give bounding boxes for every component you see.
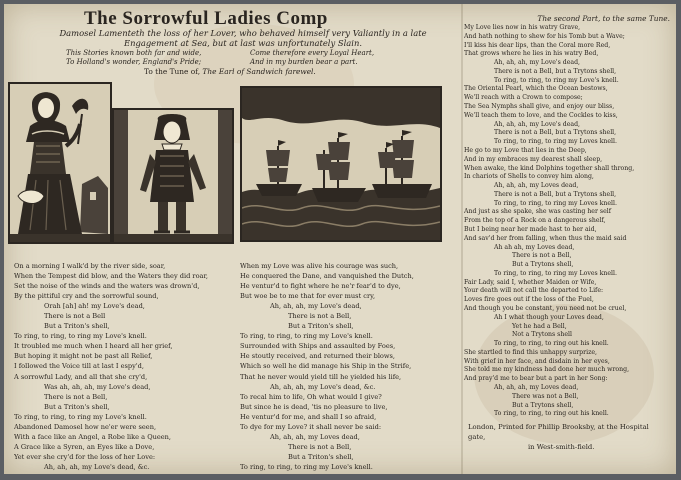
verse-line: Yet he had a Bell, (512, 322, 567, 330)
verse-line: But I being near her made hast to her aid, (464, 225, 597, 233)
verse-line: I followed the Voice till at last I espy'd, (14, 362, 144, 371)
verse-line: Abandoned Damosel how ne'er were seen, (14, 422, 157, 431)
verse-line: Ah, ah, ah, my Love's dead, (494, 120, 581, 128)
verse-line: Orah [ah] ah! my Love's dead, (44, 302, 145, 311)
verse-line: By the pittiful cry and the sorrowful sound, (14, 292, 159, 301)
woodcut-lady (8, 82, 112, 244)
verse-line: There is not a Bell, (44, 392, 108, 401)
verse-line: And in my burden bear a part. (250, 57, 358, 66)
verse-line: Come therefore every Loyal Heart, (250, 49, 375, 57)
verse-line: Was ah, ah, ah, my Love's dead, (44, 382, 151, 391)
printer-imprint (468, 422, 668, 452)
verse-line: Surrounded with Ships and assaulted by Foes, (240, 342, 396, 351)
verse-line: He go to my Love that lies in the Deep, (464, 146, 587, 154)
verse-line: But a Triton's shell, (44, 402, 110, 411)
verse-line: He ventur'd to fight where he ne'r fear'd to dye, (240, 282, 401, 291)
verse-left (66, 49, 206, 66)
verse-line: The Sea Nymphs shall give, and enjoy our bliss, (464, 103, 615, 111)
verse-line: And sav'd her from falling, when thus the maid said (464, 234, 627, 242)
woodcut-sea-battle (240, 86, 442, 242)
ballad-column-3 (464, 24, 672, 419)
verse-line: Ah, ah, ah, my Love's dead, (270, 302, 362, 311)
verse-line: With grief in her face, and disdain in her eyes, (464, 357, 610, 365)
second-part-heading: The second Part, to the same Tune. (537, 14, 670, 23)
verse-line: But a Trytons shell, (512, 401, 574, 409)
tune-prefix: To the Tune of, (144, 67, 201, 76)
tune-name: The Earl of Sandwich farewel. (202, 67, 316, 76)
verse-line: On a morning I walk'd by the river side, soar, (14, 262, 166, 270)
verse-line: But a Triton's shell, (288, 452, 354, 461)
verse-line: But a Triton's shell, (288, 322, 354, 331)
verse-line: And hath nothing to shew for his Tomb but a Wave; (464, 32, 625, 40)
verse-line: And just as she spake, she was casting her self (464, 208, 612, 216)
verse-line: Ah, ah, ah, my Love's dead, (494, 59, 581, 67)
verse-line: It troubled me much when I heard all her grief, (14, 342, 173, 351)
verse-line: Yet ever she cry'd for the loss of her Love: (14, 452, 156, 461)
verse-line: To ring, to ring, to ring my Loves knell. (494, 269, 617, 277)
verse-line: A Grace like a Syren, an Eyes like a Dove, (14, 442, 155, 451)
verse-line: The Oriental Pearl, which the Ocean bestows, (464, 85, 608, 93)
verse-line: I'll kiss his dear lips, than the Coral more Red, (464, 41, 611, 49)
verse-line: To ring, to ring, to ring my Love's knell. (240, 332, 373, 341)
verse-line: But a Trytons shell, (512, 261, 574, 269)
verse-line: That grows where he lies in his watry Bed, (464, 50, 599, 58)
verse-line: Ah ah ah, my Loves dead, (494, 243, 575, 251)
verse-line: To ring, to ring, to ring out his knell. (494, 340, 609, 348)
woodcut-gentleman (112, 108, 234, 244)
verse-line: This Stories known both far and wide, (66, 49, 202, 57)
verse-line: Your death will not call the departed to Life: (464, 287, 604, 295)
verse-line: Ah, ah, ah, my Love's dead, &c. (44, 462, 150, 471)
verse-line: She startled to find this unhappy surprize, (464, 348, 597, 356)
verse-line: There is not a Bell, (512, 252, 572, 260)
verse-line: Loves fire goes out if the loss of the Fuel, (464, 296, 594, 304)
verse-line: She told me my kindness had done her much wrong, (464, 366, 630, 374)
verse-line: There is not a Bell, but a Trytons shell, (494, 129, 617, 137)
verse-line: But hoping it might not be past all Relief, (14, 352, 153, 361)
verse-line: But woe be to me that for ever must cry, (240, 292, 376, 301)
verse-line: To ring, to ring, to ring my Love's knell. (240, 462, 373, 471)
verse-line: Fair Lady, said I, whether Maiden or Wife, (464, 278, 597, 286)
verse-line: Ah, ah, ah, my Loves dead, (494, 182, 579, 190)
verse-line: And though you be constant, you need not be cruel, (464, 305, 627, 312)
verse-line: With a face like an Angel, a Robe like a Queen, (14, 432, 171, 441)
verse-line: But since he is dead, 'tis no pleasure to live, (240, 402, 388, 411)
verse-line: He conquered the Dane, and vanquished the Dutch, (240, 272, 414, 281)
verse-line: Set the noise of the winds and the waters was drown'd, (14, 282, 200, 291)
verse-line: He stoutly received, and returned their blows, (240, 352, 396, 361)
verse-line: And in my embraces my dearest shall sleep, (464, 155, 603, 163)
verse-line: And pray'd me to bear but a part in her Song: (464, 375, 608, 383)
verse-line: Not a Trytons shell (512, 331, 572, 339)
verse-line: That he never would yield till he yielded his life, (240, 372, 402, 381)
tune-line (144, 67, 384, 76)
verse-line: When my Love was alive his courage was such, (240, 262, 399, 270)
broadside-sheet (4, 4, 676, 474)
verse-line: Ah, ah, ah, my Loves dead, (270, 432, 360, 441)
verse-line: To ring, to ring, to ring my Loves knell. (494, 199, 617, 207)
ballad-column-2 (240, 261, 458, 472)
verse-line: Ah, ah, ah, my Loves dead, (494, 384, 579, 392)
verse-line: There is not a Bell (44, 312, 106, 321)
verse-line: We'll teach them to love, and the Cockles to kiss, (464, 111, 618, 119)
verse-right (250, 49, 400, 66)
verse-line: To ring, to ring, to ring my Love's knell. (494, 76, 619, 84)
verse-line: From the top of a Rock on a dangerous shelf, (464, 217, 606, 225)
verse-line: There is not a Bell, (288, 442, 352, 451)
verse-line: To dye for my Love? it shall never be said: (240, 422, 382, 431)
verse-line: To Holland's wonder, England's Pride; (66, 57, 202, 66)
verse-line: There is not a Bell, (288, 312, 352, 321)
verse-line: To recal him to life, Oh what would I give? (240, 392, 382, 401)
verse-line: When the Tempest did blow, and the Waters they did roar, (14, 272, 209, 281)
verse-line: To ring, to ring, to ring out his knell. (494, 410, 609, 418)
paper-fold (461, 4, 463, 474)
verse-line: We'll reach with a Crown to compose; (464, 94, 583, 102)
ballad-column-1 (14, 261, 236, 472)
verse-line: My Love lies now in his watry Grave, (464, 24, 581, 31)
imprint-line: London, Printed for Phillip Brooksby, at the Hospital gate, (468, 423, 649, 441)
verse-line: A sorrowful Lady, and all that she cry'd, (14, 372, 148, 381)
imprint-line: in West-smith-field. (528, 443, 595, 451)
verse-line: There is not a Bell, but a Trytons shell, (494, 190, 617, 198)
verse-line: Which so well he did manage his Ship in the Strife, (240, 362, 412, 371)
verse-line: When awake, the kind Dolphins together shall throng, (464, 164, 635, 172)
ballad-subtitle: Damosel Lamenteth the loss of her Lover, who behaved himself very Valiantly in a late Engagement at Sea, but at last was unfortunately Slain. (59, 28, 427, 48)
verse-line: To ring, to ring, to ring my Love's knell. (14, 412, 147, 421)
verse-line: He ventur'd for me, and shall I so afraid, (240, 412, 377, 421)
verse-line: But a Triton's shell, (44, 322, 110, 331)
verse-line: There is not a Bell, but a Trytons shell, (494, 67, 617, 75)
verse-line: To ring, to ring, to ring my Love's knell. (14, 332, 147, 341)
verse-line: Ah I what though your Loves dead, (494, 313, 604, 321)
verse-line: To ring, to ring, to ring my Loves knell. (494, 138, 617, 146)
verse-line: There was not a Bell, (512, 392, 579, 400)
ballad-title: The Sorrowful Ladies Comp (84, 8, 328, 29)
verse-line: Ah, ah, ah, my Love's dead, &c. (270, 382, 376, 391)
verse-line: In chariots of Shells to convey him along, (464, 173, 594, 181)
